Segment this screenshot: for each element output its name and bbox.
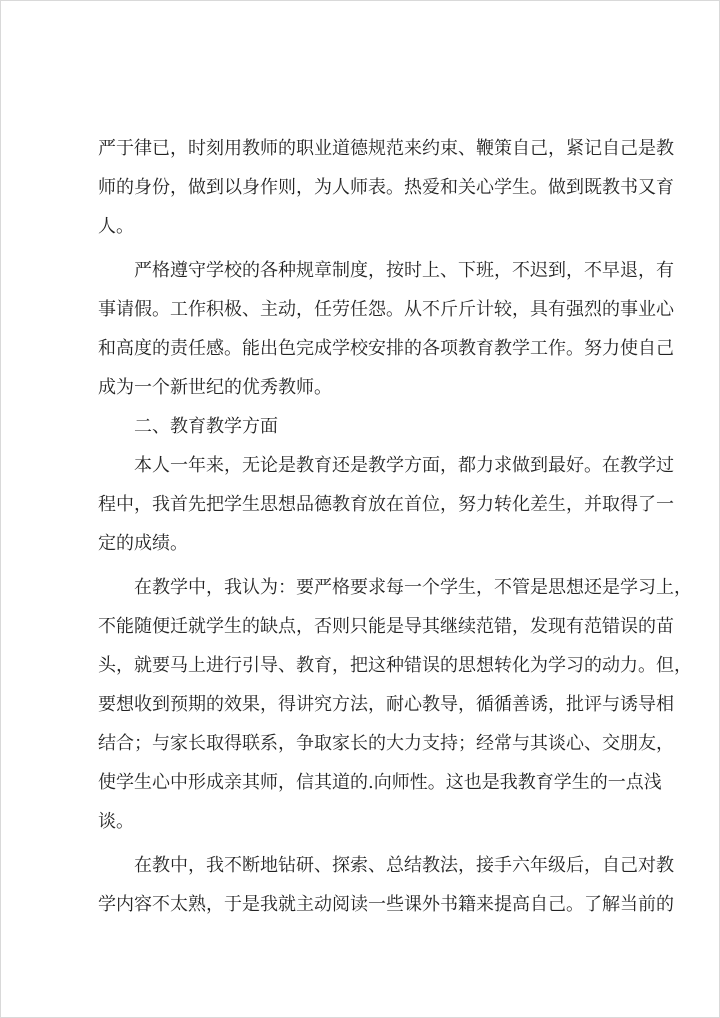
paragraph-teacher-ethics [98,129,674,246]
text-line: 严于律已，时刻用教师的职业道德规范来约束、鞭策自己，紧记自己是教 [98,138,674,159]
text-line: 师的身份，做到以身作则，为人师表。热爱和关心学生。做到既教书又育 [98,177,674,198]
text-line: 使学生心中形成亲其师，信其道的.向师性。这也是我教育学生的一点浅 [98,772,662,793]
text-line: 事请假。工作积极、主动，任劳任怨。从不斤斤计较，具有强烈的事业心 [98,299,674,320]
paragraph-teaching-approach [98,568,692,841]
paragraph-year-summary [98,446,674,563]
text-line: 定的成绩。 [98,533,188,554]
paragraph-teaching-research [98,846,674,924]
text-line: 程中，我首先把学生思想品德教育放在首位，努力转化差生，并取得了一 [98,494,674,515]
text-line: 要想收到预期的效果，得讲究方法，耐心教导，循循善诱，批评与诱导相 [98,694,674,715]
text-line: 谈。 [98,811,134,832]
section-heading-text: 二、教育教学方面 [134,416,278,437]
text-line: 头，就要马上进行引导、教育，把这种错误的思想转化为学习的动力。但， [98,655,692,676]
text-line: 成为一个新世纪的优秀教师。 [98,377,332,398]
text-line: 严格遵守学校的各种规章制度，按时上、下班，不迟到，不早退，有 [134,260,674,281]
document-body [98,129,692,924]
paragraph-school-rules [98,251,674,407]
text-line: 结合；与家长取得联系，争取家长的大力支持；经常与其谈心、交朋友， [98,733,674,754]
text-line: 学内容不太熟，于是我就主动阅读一些课外书籍来提高自己。了解当前的 [98,894,674,915]
text-line: 人。 [98,216,134,237]
text-line: 在教中，我不断地钻研、探索、总结教法，接手六年级后，自己对教 [134,855,674,876]
section-heading [98,407,633,446]
text-line: 不能随便迁就学生的缺点，否则只能是导其继续范错，发现有范错误的苗 [98,616,674,637]
text-line: 在教学中，我认为：要严格要求每一个学生，不管是思想还是学习上， [134,577,692,598]
text-line: 本人一年来，无论是教育还是教学方面，都力求做到最好。在教学过 [134,455,674,476]
text-line: 和高度的责任感。能出色完成学校安排的各项教育教学工作。努力使自己 [98,338,674,359]
